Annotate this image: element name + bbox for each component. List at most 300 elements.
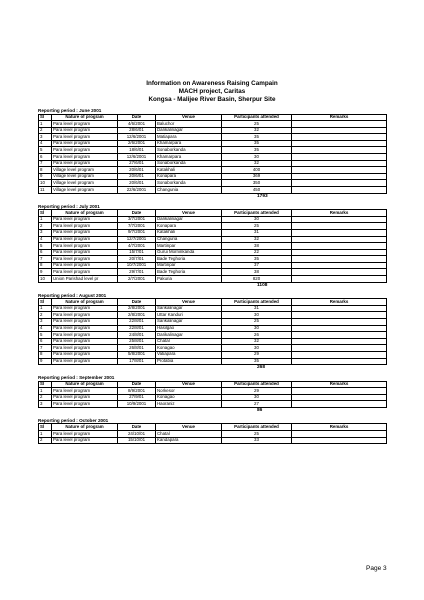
- table-cell: 35: [222, 140, 292, 147]
- table-cell: 3: [39, 401, 52, 408]
- program-table: [38, 114, 387, 194]
- column-header: Sl: [39, 210, 52, 217]
- table-cell: 11: [39, 187, 52, 194]
- column-header: Sl: [39, 114, 52, 121]
- table-cell: Katakhali: [156, 229, 222, 236]
- table-cell: 35: [222, 358, 292, 365]
- table-row: [39, 345, 387, 352]
- title-line-2: MACH project, Caritas: [178, 88, 246, 96]
- table-cell: 29: [222, 388, 292, 395]
- table-cell: 38: [222, 269, 292, 276]
- report-section: [38, 108, 386, 204]
- table-cell: [292, 325, 387, 332]
- table-cell: 10/7/2001: [118, 262, 156, 269]
- table-row: [39, 325, 387, 332]
- table-cell: Para level program: [52, 256, 118, 263]
- table-cell: 30: [222, 312, 292, 319]
- table-cell: [292, 236, 387, 243]
- table-cell: 4/6/2001: [118, 121, 156, 128]
- table-cell: 7: [39, 256, 52, 263]
- table-row: [39, 236, 387, 243]
- report-sections: [38, 108, 386, 448]
- table-cell: Konagao: [156, 394, 222, 401]
- table-cell: 32: [222, 160, 292, 167]
- table-cell: 1: [39, 431, 52, 438]
- table-row: [39, 431, 387, 438]
- table-cell: 5/8/2001: [118, 351, 156, 358]
- table-cell: Para level program: [52, 216, 118, 223]
- table-cell: Para level program: [52, 160, 118, 167]
- table-cell: Para level program: [52, 325, 118, 332]
- table-cell: Gurui Morninkanda: [156, 249, 222, 256]
- table-cell: Sarikalinagar: [156, 318, 222, 325]
- table-cell: 4: [39, 140, 52, 147]
- table-row: [39, 262, 387, 269]
- table-row: [39, 305, 387, 312]
- period-heading: Reporting period : June 2001: [38, 108, 102, 113]
- table-cell: Konagao: [156, 345, 222, 352]
- column-header: Participants attended: [222, 424, 292, 431]
- table-cell: 22/8/01: [118, 318, 156, 325]
- table-header-row: [39, 210, 387, 217]
- table-cell: 2: [39, 223, 52, 230]
- table-cell: [292, 127, 387, 134]
- title-line-1: Information on Awareness Raising Campain: [146, 80, 278, 87]
- table-cell: Khamarpara: [156, 154, 222, 161]
- table-cell: 8/9/2001: [118, 388, 156, 395]
- table-cell: 3: [39, 229, 52, 236]
- table-cell: 30: [222, 325, 292, 332]
- column-header: Venue: [156, 381, 222, 388]
- table-cell: 3: [39, 134, 52, 141]
- table-cell: 24/10/01: [118, 431, 156, 438]
- program-table: [38, 298, 387, 365]
- table-cell: Baluchor: [156, 121, 222, 128]
- table-cell: [292, 312, 387, 319]
- table-cell: Para level program: [52, 394, 118, 401]
- table-cell: Martinpar: [156, 262, 222, 269]
- table-cell: 28/6/01: [118, 127, 156, 134]
- program-table: [38, 381, 387, 408]
- table-cell: 27/9/01: [118, 394, 156, 401]
- table-cell: 17/8/01: [118, 358, 156, 365]
- table-cell: [292, 358, 387, 365]
- table-cell: 29/7/01: [118, 269, 156, 276]
- table-cell: 2: [39, 127, 52, 134]
- table-cell: 6: [39, 154, 52, 161]
- table-cell: 22/6/2001: [118, 187, 156, 194]
- table-cell: Para level program: [52, 229, 118, 236]
- table-row: [39, 160, 387, 167]
- table-cell: 820: [222, 276, 292, 283]
- column-header: Nature of program: [52, 210, 118, 217]
- table-header-row: [39, 299, 387, 306]
- column-header: Date: [118, 424, 156, 431]
- table-cell: Changuria: [156, 236, 222, 243]
- table-cell: [292, 187, 387, 194]
- table-cell: Para level program: [52, 332, 118, 339]
- table-cell: Kandapara: [156, 437, 222, 444]
- table-cell: 10/9/2001: [118, 401, 156, 408]
- table-cell: 9: [39, 269, 52, 276]
- table-cell: 9: [39, 358, 52, 365]
- table-cell: [292, 332, 387, 339]
- column-header: Nature of program: [52, 381, 118, 388]
- table-cell: [292, 351, 387, 358]
- table-cell: 22/8/01: [118, 325, 156, 332]
- column-header: Date: [118, 299, 156, 306]
- table-cell: Chatal: [156, 431, 222, 438]
- table-cell: 450: [222, 187, 292, 194]
- table-cell: Para level program: [52, 305, 118, 312]
- table-row: [39, 358, 387, 365]
- table-cell: [292, 154, 387, 161]
- table-cell: 2/6/2001: [118, 140, 156, 147]
- table-row: [39, 154, 387, 161]
- table-cell: 7/7/2001: [118, 223, 156, 230]
- table-cell: Darikalinagar: [156, 332, 222, 339]
- table-row: [39, 437, 387, 444]
- table-cell: 9: [39, 173, 52, 180]
- table-cell: Martinpar: [156, 243, 222, 250]
- section-total: 1793: [257, 193, 268, 199]
- table-row: [39, 216, 387, 223]
- table-cell: 350: [222, 180, 292, 187]
- table-cell: 2/8/2001: [118, 305, 156, 312]
- table-cell: Para level program: [52, 236, 118, 243]
- table-cell: 27/6/01: [118, 160, 156, 167]
- page-number: Page 3: [366, 565, 387, 572]
- table-cell: 31: [222, 229, 292, 236]
- table-cell: [292, 147, 387, 154]
- table-cell: 10: [39, 276, 52, 283]
- table-row: [39, 121, 387, 128]
- table-cell: Para level program: [52, 318, 118, 325]
- table-cell: 2/7/2001: [118, 276, 156, 283]
- table-cell: Para level program: [52, 262, 118, 269]
- report-section: [38, 418, 386, 448]
- table-cell: 25: [222, 431, 292, 438]
- table-cell: Para level program: [52, 121, 118, 128]
- table-row: [39, 401, 387, 408]
- table-row: [39, 332, 387, 339]
- table-cell: Hasilgao: [156, 325, 222, 332]
- table-cell: Sonaborkanda: [156, 180, 222, 187]
- table-cell: [292, 318, 387, 325]
- table-cell: [292, 256, 387, 263]
- table-cell: Bade Teghoria: [156, 256, 222, 263]
- table-cell: Para level program: [52, 312, 118, 319]
- table-cell: [292, 223, 387, 230]
- column-header: Participants attended: [222, 210, 292, 217]
- table-cell: 35: [222, 256, 292, 263]
- table-cell: 32: [222, 236, 292, 243]
- table-cell: 35: [222, 147, 292, 154]
- table-cell: [292, 180, 387, 187]
- document-title: [0, 80, 424, 105]
- table-cell: Khamarpara: [156, 140, 222, 147]
- table-cell: 7: [39, 160, 52, 167]
- table-row: [39, 167, 387, 174]
- table-cell: 1: [39, 305, 52, 312]
- table-row: [39, 134, 387, 141]
- table-cell: 9/7/2001: [118, 229, 156, 236]
- column-header: Venue: [156, 114, 222, 121]
- column-header: Remarks: [292, 299, 387, 306]
- table-cell: 8: [39, 167, 52, 174]
- table-cell: [292, 216, 387, 223]
- table-row: [39, 351, 387, 358]
- table-cell: 35: [222, 134, 292, 141]
- table-cell: Para level program: [52, 388, 118, 395]
- program-table: [38, 423, 387, 444]
- table-cell: 32: [222, 338, 292, 345]
- table-cell: [292, 249, 387, 256]
- table-row: [39, 338, 387, 345]
- table-cell: Para level program: [52, 223, 118, 230]
- table-cell: Para level program: [52, 269, 118, 276]
- table-cell: [292, 338, 387, 345]
- table-cell: [292, 134, 387, 141]
- table-cell: 30: [222, 345, 292, 352]
- period-heading: Reporting period : July 2001: [38, 203, 100, 209]
- column-header: Venue: [156, 299, 222, 306]
- table-cell: Para level program: [52, 345, 118, 352]
- table-cell: 20/6/01: [118, 167, 156, 174]
- table-cell: Village level program: [52, 180, 118, 187]
- table-cell: Para level program: [52, 351, 118, 358]
- table-cell: [292, 160, 387, 167]
- table-cell: 25/8/01: [118, 338, 156, 345]
- column-header: Nature of program: [52, 299, 118, 306]
- column-header: Participants attended: [222, 299, 292, 306]
- table-cell: Konapara: [156, 223, 222, 230]
- table-row: [39, 223, 387, 230]
- table-cell: Village level program: [52, 167, 118, 174]
- table-cell: 22: [222, 249, 292, 256]
- section-total: 268: [257, 365, 266, 371]
- table-cell: Darikalinagar: [156, 216, 222, 223]
- table-cell: 3: [39, 318, 52, 325]
- table-cell: 8: [39, 262, 52, 269]
- table-row: [39, 318, 387, 325]
- table-cell: 26: [222, 332, 292, 339]
- table-cell: [292, 276, 387, 283]
- table-cell: Matiapara: [156, 134, 222, 141]
- table-cell: Para level program: [52, 249, 118, 256]
- table-cell: 5: [39, 147, 52, 154]
- table-cell: 5: [39, 332, 52, 339]
- table-cell: 1: [39, 121, 52, 128]
- column-header: Participants attended: [222, 114, 292, 121]
- report-section: [38, 204, 386, 293]
- table-cell: Para level program: [52, 358, 118, 365]
- table-cell: Katakhali: [156, 167, 222, 174]
- table-cell: 30: [222, 154, 292, 161]
- column-header: Nature of program: [52, 424, 118, 431]
- table-header-row: [39, 114, 387, 121]
- title-line-3: Kongsa - Malijee River Basin, Sherpur Site: [148, 96, 276, 104]
- table-cell: 2: [39, 394, 52, 401]
- column-header: Venue: [156, 210, 222, 217]
- table-cell: Sonaborkanda: [156, 160, 222, 167]
- table-cell: 7: [39, 345, 52, 352]
- table-cell: [292, 394, 387, 401]
- table-cell: Haoraniz: [156, 401, 222, 408]
- table-cell: 10: [39, 180, 52, 187]
- table-cell: 18/6/01: [118, 147, 156, 154]
- report-section: [38, 375, 386, 418]
- column-header: Nature of program: [52, 114, 118, 121]
- table-cell: 25: [222, 223, 292, 230]
- column-header: Sl: [39, 424, 52, 431]
- table-cell: 20/7/01: [118, 256, 156, 263]
- table-cell: Pakuria: [156, 276, 222, 283]
- table-cell: 30: [222, 216, 292, 223]
- table-header-row: [39, 424, 387, 431]
- table-cell: 20/6/01: [118, 173, 156, 180]
- section-total: 86: [257, 407, 263, 413]
- table-row: [39, 249, 387, 256]
- table-cell: 3/7/2001: [118, 216, 156, 223]
- table-cell: 27: [222, 401, 292, 408]
- section-total: 1108: [257, 282, 268, 288]
- table-cell: 32: [222, 127, 292, 134]
- table-cell: [292, 305, 387, 312]
- table-cell: [292, 167, 387, 174]
- table-cell: [292, 431, 387, 438]
- table-row: [39, 269, 387, 276]
- table-cell: Para level program: [52, 401, 118, 408]
- table-cell: [292, 229, 387, 236]
- table-cell: Konapara: [156, 173, 222, 180]
- table-row: [39, 229, 387, 236]
- program-table: [38, 209, 387, 283]
- table-cell: 25: [222, 318, 292, 325]
- table-cell: 4: [39, 236, 52, 243]
- table-row: [39, 173, 387, 180]
- period-heading: Reporting period : September 2001: [38, 375, 115, 381]
- table-cell: 26/8/01: [118, 345, 156, 352]
- period-heading: Reporting period : October 2001: [38, 417, 109, 423]
- table-cell: [292, 401, 387, 408]
- table-row: [39, 388, 387, 395]
- table-header-row: [39, 381, 387, 388]
- table-cell: Para level program: [52, 140, 118, 147]
- column-header: Participants attended: [222, 381, 292, 388]
- table-cell: 37: [222, 262, 292, 269]
- section-gap: [38, 444, 386, 448]
- table-cell: Uttar Kanduri: [156, 312, 222, 319]
- table-row: [39, 147, 387, 154]
- table-cell: 29: [222, 351, 292, 358]
- column-header: Remarks: [292, 381, 387, 388]
- table-cell: 8: [39, 351, 52, 358]
- column-header: Date: [118, 381, 156, 388]
- table-cell: 20/6/01: [118, 180, 156, 187]
- table-row: [39, 256, 387, 263]
- table-cell: [292, 262, 387, 269]
- table-cell: 2: [39, 437, 52, 444]
- column-header: Remarks: [292, 114, 387, 121]
- table-cell: Norkesor: [156, 388, 222, 395]
- table-cell: 31: [222, 305, 292, 312]
- table-cell: [292, 140, 387, 147]
- table-cell: Chatal: [156, 338, 222, 345]
- table-row: [39, 394, 387, 401]
- table-cell: Para level program: [52, 243, 118, 250]
- report-section: [38, 293, 386, 375]
- table-cell: Para level program: [52, 127, 118, 134]
- table-cell: Para level program: [52, 431, 118, 438]
- table-cell: 2: [39, 312, 52, 319]
- table-cell: 6: [39, 249, 52, 256]
- table-cell: 1: [39, 216, 52, 223]
- table-cell: Village level program: [52, 173, 118, 180]
- table-cell: 30: [222, 394, 292, 401]
- table-cell: 12/7/2001: [118, 236, 156, 243]
- table-cell: 12/6/2001: [118, 134, 156, 141]
- table-row: [39, 243, 387, 250]
- table-cell: Sonaborkanda: [156, 147, 222, 154]
- column-header: Date: [118, 210, 156, 217]
- table-cell: Union Parishad level pr: [52, 276, 118, 283]
- table-row: [39, 312, 387, 319]
- table-cell: 4/7/2001: [118, 243, 156, 250]
- table-cell: [292, 121, 387, 128]
- table-cell: Bade Teghoria: [156, 269, 222, 276]
- column-header: Remarks: [292, 424, 387, 431]
- table-cell: Vatiapara: [156, 351, 222, 358]
- column-header: Sl: [39, 381, 52, 388]
- column-header: Sl: [39, 299, 52, 306]
- table-cell: 25: [222, 121, 292, 128]
- table-cell: Protabia: [156, 358, 222, 365]
- table-row: [39, 276, 387, 283]
- table-cell: 33: [222, 437, 292, 444]
- table-cell: 15/10/01: [118, 437, 156, 444]
- table-row: [39, 187, 387, 194]
- table-cell: Para level program: [52, 338, 118, 345]
- table-cell: [292, 173, 387, 180]
- table-cell: [292, 269, 387, 276]
- period-heading: Reporting period : August 2001: [38, 292, 107, 298]
- table-cell: Village level program: [52, 187, 118, 194]
- table-cell: [292, 345, 387, 352]
- column-header: Remarks: [292, 210, 387, 217]
- table-cell: 6: [39, 338, 52, 345]
- column-header: Venue: [156, 424, 222, 431]
- table-cell: Changunia: [156, 187, 222, 194]
- table-cell: [292, 388, 387, 395]
- column-header: Date: [118, 114, 156, 121]
- table-cell: 400: [222, 167, 292, 174]
- table-cell: 1: [39, 388, 52, 395]
- table-cell: 2/8/2001: [118, 312, 156, 319]
- table-cell: 15/7/01: [118, 249, 156, 256]
- table-cell: Darikalinagar: [156, 127, 222, 134]
- table-row: [39, 127, 387, 134]
- table-cell: [292, 437, 387, 444]
- table-cell: 369: [222, 173, 292, 180]
- table-cell: Para level program: [52, 437, 118, 444]
- table-cell: Para level program: [52, 154, 118, 161]
- table-cell: 12/6/2001: [118, 154, 156, 161]
- table-cell: Para level program: [52, 134, 118, 141]
- table-row: [39, 180, 387, 187]
- table-cell: Sarikalinagar: [156, 305, 222, 312]
- table-cell: Para level program: [52, 147, 118, 154]
